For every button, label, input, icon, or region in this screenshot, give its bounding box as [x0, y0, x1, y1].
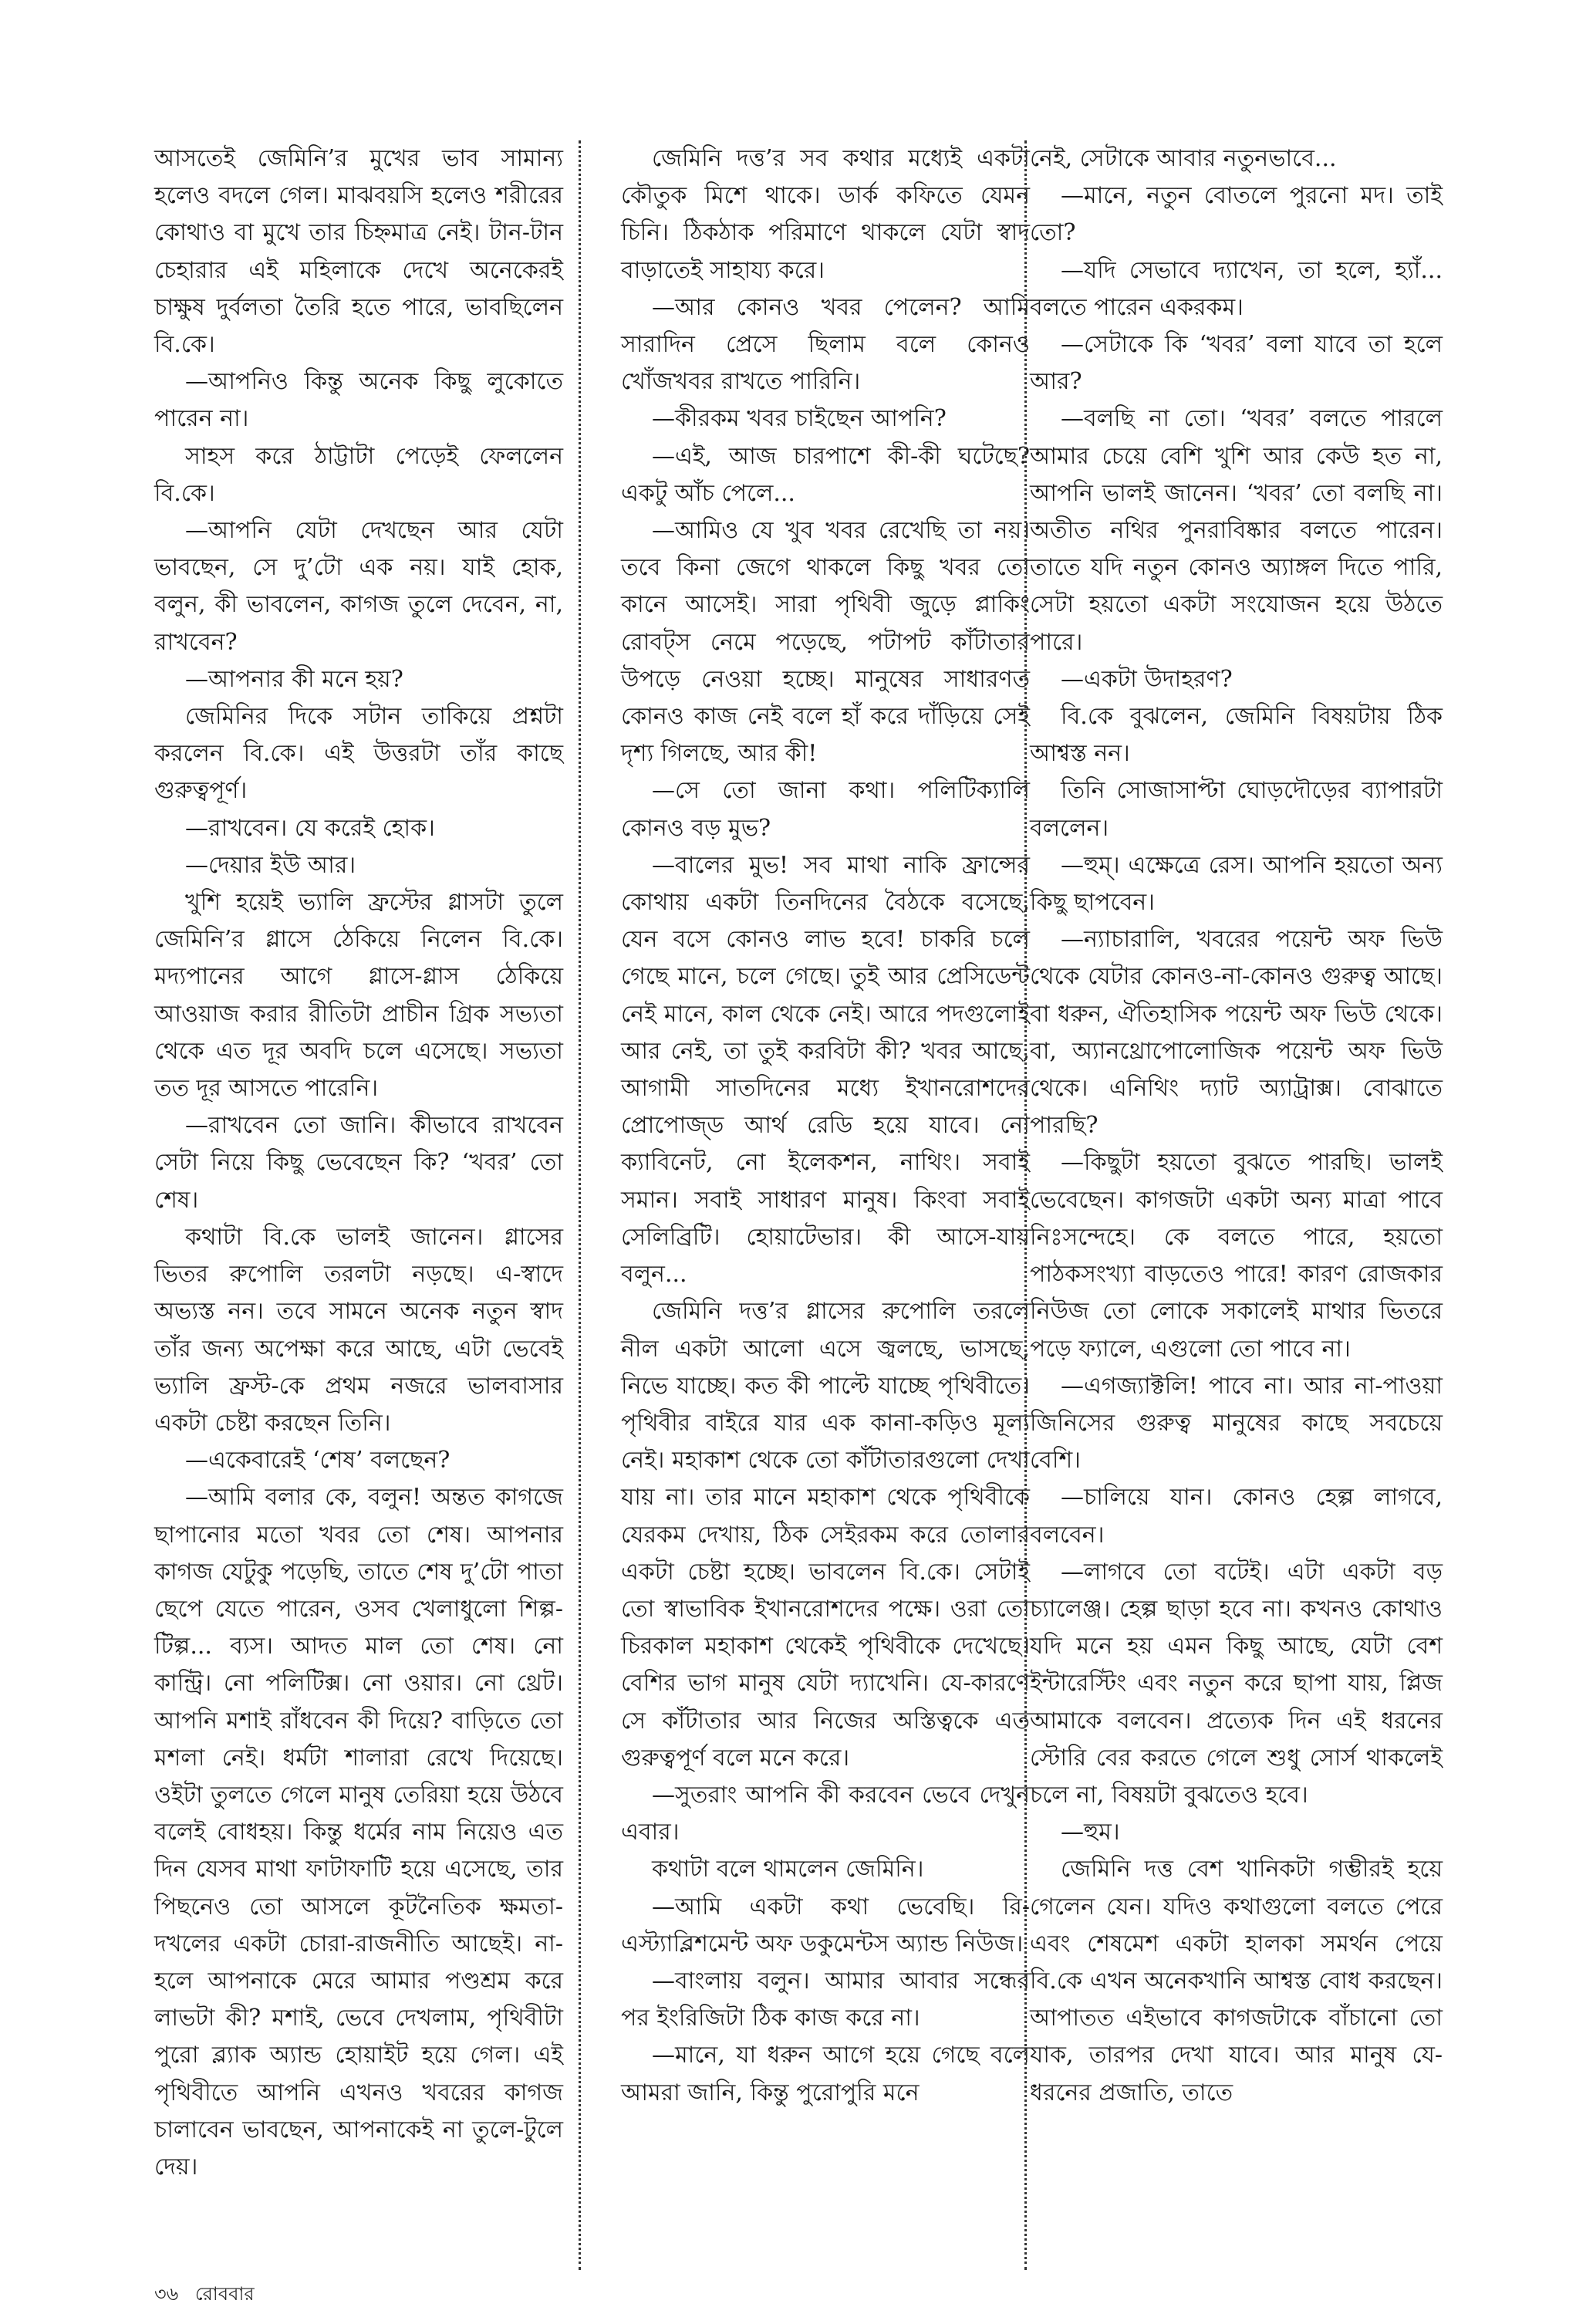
paragraph: কথাটা বলে থামলেন জেমিনি। — [652, 1856, 924, 1883]
paragraph: তিনি সোজাসাপ্টা ঘোড়দৌড়ের ব্যাপারটা বললেন। — [1030, 777, 1443, 842]
paragraph: —কীরকম খবর চাইছেন আপনি? — [652, 405, 947, 433]
text-column-1 — [154, 140, 563, 2186]
paragraph: —যদি সেভাবে দ্যাখেন, তা হলে, হ্যাঁ... বলতে পারেন একরকম। — [1030, 256, 1443, 321]
paragraph: —দেয়ার ইউ আর। — [185, 851, 356, 879]
page-footer — [154, 2280, 255, 2311]
paragraph: —একটা উদাহরণ? — [1061, 665, 1233, 693]
paragraph: —সে তো জানা কথা। পলিটিক্যালি কোনও বড় মুভ? — [621, 777, 1030, 842]
paragraph: —আপনিও কিন্তু অনেক কিছু লুকোতে পারেন না। — [154, 368, 563, 433]
paragraph: —রাখবেন তো জানি। কীভাবে রাখবেন সেটা নিয়ে কিছু ভেবেছেন কি? ‘খবর’ তো শেষ। — [154, 1112, 563, 1214]
paragraph: —আর কোনও খবর পেলেন? আমি সারাদিন প্রেসে ছিলাম বলে কোনও খোঁজখবর রাখতে পারিনি। — [621, 293, 1030, 396]
paragraph: —হুম। — [1061, 1819, 1120, 1846]
paragraph: নেই, সেটাকে আবার নতুনভাবে... — [1030, 145, 1337, 172]
paragraph: —আমি একটা কথা ভেবেছি। রি-এস্ট্যাব্লিশমেন্ট অফ ডকুমেন্টস অ্যান্ড নিউজ। — [621, 1893, 1030, 1957]
paragraph: —আপনি যেটা দেখছেন আর যেটা ভাবছেন, সে দু’টো এক নয়। যাই হোক, বলুন, কী ভাবলেন, কাগজ তুলে দেবেন, না, রাখবেন? — [154, 517, 563, 656]
paragraph: বি.কে বুঝলেন, জেমিনি বিষয়টায় ঠিক আশ্বস্ত নন। — [1030, 703, 1443, 768]
paragraph: জেমিনি দত্ত বেশ খানিকটা গম্ভীরই হয়ে গেলেন যেন। যদিও কথাগুলো বলতে পেরে এবং শেষমেশ একটা হালকা সমর্থন পেয়ে বি.কে এখন অনেকখানি আশ্বস্ত বোধ করছেন। আপাতত এইভাবে কাগজটাকে বাঁচানো তো যাক, তারপর দেখা যাবে। আর মানুষ যে-ধরনের প্রজাতি, তাতে — [1030, 1856, 1443, 2106]
column-divider — [1024, 140, 1027, 2270]
paragraph: জেমিনির দিকে সটান তাকিয়ে প্রশ্নটা করলেন বি.কে। এই উত্তরটা তাঁর কাছে গুরুত্বপূর্ণ। — [154, 703, 563, 805]
paragraph: —লাগবে তো বটেই। এটা একটা বড় চ্যালেঞ্জ। হেল্প ছাড়া হবে না। কখনও কোথাও যদি মনে হয় এমন কিছু আছে, যেটা বেশ ইন্টারেস্টিং এবং নতুন করে ছাপা যায়, প্লিজ আমাকে বলবেন। প্রত্যেক দিন এই ধরনের স্টোরি বের করতে গেলে শুধু সোর্স থাকলেই চলে না, বিষয়টা বুঝতেও হবে। — [1030, 1558, 1443, 1809]
paragraph: —সেটাকে কি ‘খবর’ বলা যাবে তা হলে আর? — [1030, 331, 1443, 396]
paragraph: —মানে, নতুন বোতলে পুরনো মদ। তাই তো? — [1030, 182, 1443, 247]
paragraph: —এই, আজ চারপাশে কী-কী ঘটেছে? একটু আঁচ পেলে... — [621, 442, 1030, 507]
paragraph: —চালিয়ে যান। কোনও হেল্প লাগবে, বলবেন। — [1030, 1484, 1443, 1549]
paragraph: জেমিনি দত্ত’র সব কথার মধ্যেই একটা কৌতুক মিশে থাকে। ডার্ক কফিতে যেমন চিনি। ঠিকঠাক পরিমাণে থাকলে যেটা স্বাদ বাড়াতেই সাহায্য করে। — [621, 145, 1030, 284]
paragraph: —মানে, যা ধরুন আগে হয়ে গেছে বলে আমরা জানি, কিন্তু পুরোপুরি মনে — [621, 2042, 1030, 2106]
paragraph: —আমিও যে খুব খবর রেখেছি তা নয়। তবে কিনা জেগে থাকলে কিছু খবর তো কানে আসেই। সারা পৃথিবী জুড়ে প্লাকিং রোবট্স নেমে পড়েছে, পটাপট কাঁটাতার উপড়ে নেওয়া হচ্ছে। মানুষের সাধারণত কোনও কাজ নেই বলে হাঁ করে দাঁড়িয়ে সেই দৃশ্য গিলছে, আর কী! — [621, 517, 1030, 768]
column-divider — [579, 140, 581, 2270]
paragraph: খুশি হয়েই ভ্যালি ফ্রস্টের গ্লাসটা তুলে জেমিনি’র গ্লাসে ঠেকিয়ে নিলেন বি.কে। মদ্যপানের আগে গ্লাসে-গ্লাস ঠেকিয়ে আওয়াজ করার রীতিটা প্রাচীন গ্রিক সভ্যতা থেকে এত দূর অবদি চলে এসেছে। সভ্যতা তত দূর আসতে পারেনি। — [154, 889, 563, 1103]
text-column-2 — [621, 140, 1030, 2112]
paragraph: কথাটা বি.কে ভালই জানেন। গ্লাসের ভিতর রুপোলি তরলটা নড়ছে। এ-স্বাদে অভ্যস্ত নন। তবে সামনে অনেক নতুন স্বাদ তাঁর জন্য অপেক্ষা করে আছে, এটা ভেবেই ভ্যালি ফ্রস্ট-কে প্রথম নজরে ভালবাসার একটা চেষ্টা করছেন তিনি। — [154, 1223, 563, 1437]
paragraph: —বলছি না তো। ‘খবর’ বলতে পারলে আমার চেয়ে বেশি খুশি আর কেউ হত না, আপনি ভালই জানেন। ‘খবর’ তো বলছি না। অতীত নথির পুনরাবিষ্কার বলতে পারেন। তাতে যদি নতুন কোনও অ্যাঙ্গল দিতে পারি, সেটা হয়তো একটা সংযোজন হয়ে উঠতে পারে। — [1030, 405, 1443, 656]
paragraph: —আমি বলার কে, বলুন! অন্তত কাগজে ছাপানোর মতো খবর তো শেষ। আপনার কাগজ যেটুকু পড়েছি, তাতে শেষ দু’টো পাতা ছেপে যেতে পারেন, ওসব খেলাধুলো শিল্প-টিল্প... ব্যস। আদত মাল তো শেষ। নো কান্ট্রি। নো পলিটিক্স। নো ওয়ার। নো থ্রেট। আপনি মশাই রাঁধবেন কী দিয়ে? বাড়িতে তো মশলা নেই। ধর্মটা শালারা রেখে দিয়েছে। ওইটা তুলতে গেলে মানুষ তেরিয়া হয়ে উঠবে বলেই বোধহয়। কিন্তু ধর্মের নাম নিয়েও এত দিন যেসব মাথা ফাটাফাটি হয়ে এসেছে, তার পিছনেও তো আসলে কূটনৈতিক ক্ষমতা-দখলের একটা চোরা-রাজনীতি আছেই। না-হলে আপনাকে মেরে আমার পণ্ডশ্রম করে লাভটা কী? মশাই, ভেবে দেখলাম, পৃথিবীটা পুরো ব্ল্যাক অ্যান্ড হোয়াইট হয়ে গেল। এই পৃথিবীতে আপনি এখনও খবরের কাগজ চালাবেন ভাবছেন, আপনাকেই না তুলে-টুলে দেয়। — [154, 1484, 563, 2180]
paragraph: জেমিনি দত্ত’র গ্লাসের রুপোলি তরলে নীল একটা আলো এসে জ্বলছে, ভাসছে, নিভে যাচ্ছে। কত কী পাল্টে যাচ্ছে পৃথিবীতে। পৃথিবীর বাইরে যার এক কানা-কড়িও মূল্য নেই। মহাকাশ থেকে তো কাঁটাতারগুলো দেখা যায় না। তার মানে মহাকাশ থেকে পৃথিবীকে যেরকম দেখায়, ঠিক সেইরকম করে তোলার একটা চেষ্টা হচ্ছে। ভাবলেন বি.কে। সেটাই তো স্বাভাবিক ইখানরোশদের পক্ষে। ওরা তো চিরকাল মহাকাশ থেকেই পৃথিবীকে দেখেছে। বেশির ভাগ মানুষ যেটা দ্যাখেনি। যে-কারণে সে কাঁটাতার আর নিজের অস্তিত্বকে এত গুরুত্বপূর্ণ বলে মনে করে। — [621, 1298, 1030, 1772]
paragraph: —রাখবেন। যে করেই হোক। — [185, 814, 435, 842]
paragraph: —একেবারেই ‘শেষ’ বলছেন? — [185, 1447, 451, 1474]
magazine-name: রোববার — [194, 2283, 255, 2305]
paragraph: —বালের মুভ! সব মাথা নাকি ফ্রান্সের কোথায় একটা তিনদিনের বৈঠকে বসেছে, যেন বসে কোনও লাভ হবে! চাকরি চলে গেছে মানে, চলে গেছে। তুই আর প্রেসিডেন্ট নেই মানে, কাল থেকে নেই। আরে পদগুলোই আর নেই, তা তুই করবিটা কী? খবর আছে, আগামী সাতদিনের মধ্যে ইখানরোশদের প্রোপোজ্ড আর্থ রেডি হয়ে যাবে। নো ক্যাবিনেট, নো ইলেকশন, নাথিং। সবাই সমান। সবাই সাধারণ মানুষ। কিংবা সবাই সেলিব্রিটি। হোয়াটেভার। কী আসে-যায় বলুন... — [621, 851, 1030, 1289]
paragraph: —আপনার কী মনে হয়? — [185, 665, 403, 693]
paragraph: —সুতরাং আপনি কী করবেন ভেবে দেখুন এবার। — [621, 1781, 1030, 1846]
paragraph: সাহস করে ঠাট্টাটা পেড়েই ফেললেন বি.কে। — [154, 442, 563, 507]
paragraph: আসতেই জেমিনি’র মুখের ভাব সামান্য হলেও বদলে গেল। মাঝবয়সি হলেও শরীরের কোথাও বা মুখে তার চিহ্নমাত্র নেই। টান-টান চেহারার এই মহিলাকে দেখে অনেকেরই চাক্ষুষ দুর্বলতা তৈরি হতে পারে, ভাবছিলেন বি.কে। — [154, 145, 563, 359]
paragraph: —এগজ্যাক্টলি! পাবে না। আর না-পাওয়া জিনিসের গুরুত্ব মানুষের কাছে সবচেয়ে বেশি। — [1030, 1372, 1443, 1474]
paragraph: —ন্যাচারালি, খবরের পয়েন্ট অফ ভিউ থেকে যেটার কোনও-না-কোনও গুরুত্ব আছে। বা ধরুন, ঐতিহাসিক পয়েন্ট অফ ভিউ থেকে। বা, অ্যানথ্রোপোলোজিক পয়েন্ট অফ ভিউ থেকে। এনিথিং দ্যাট অ্যাট্রাক্স। বোঝাতে পারছি? — [1030, 926, 1443, 1140]
paragraph: —কিছুটা হয়তো বুঝতে পারছি। ভালই ভেবেছেন। কাগজটা একটা অন্য মাত্রা পাবে নিঃসন্দেহে। কে বলতে পারে, হয়তো পাঠকসংখ্যা বাড়তেও পারে! কারণ রোজকার নিউজ তো লোকে সকালেই মাথার ভিতরে পড়ে ফ্যালে, এগুলো তো পাবে না। — [1030, 1149, 1443, 1363]
page-number: ৩৬ — [154, 2283, 179, 2305]
paragraph: —বাংলায় বলুন। আমার আবার সন্ধের পর ইংরিজিটা ঠিক কাজ করে না। — [621, 1967, 1030, 2032]
paragraph: —হুম্। এক্ষেত্রে রেস। আপনি হয়তো অন্য কিছু ছাপবেন। — [1030, 851, 1443, 917]
text-column-3 — [1030, 140, 1443, 2112]
